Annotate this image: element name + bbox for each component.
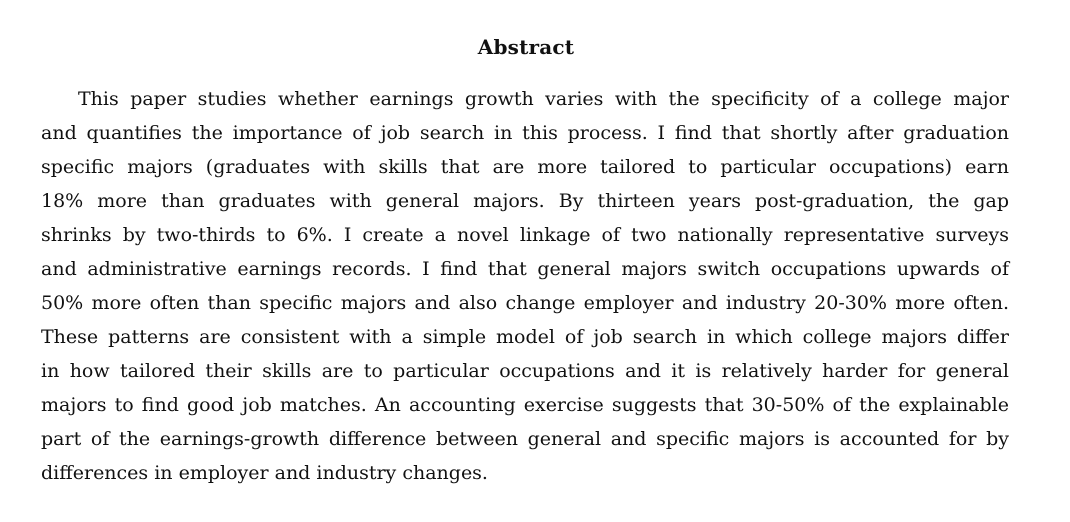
abstract-line: differences in employer and industry changes. [41,462,488,484]
abstract-line: 50% more often than specific majors and also change employer and industry 20-30% more often. [41,292,1009,314]
abstract-heading: Abstract [477,35,575,59]
abstract-body [41,82,1009,490]
abstract-line: and quantifies the importance of job search in this process. I find that shortly after graduation [41,122,1009,144]
abstract-line: specific majors (graduates with skills that are more tailored to particular occupations) earn [41,156,1009,178]
abstract-line: majors to find good job matches. An accounting exercise suggests that 30-50% of the explainable [41,394,1009,416]
abstract-line: part of the earnings-growth difference between general and specific majors is accounted for by [41,428,1009,450]
abstract-line: These patterns are consistent with a simple model of job search in which college majors differ [41,326,1009,348]
abstract-line: 18% more than graduates with general majors. By thirteen years post-graduation, the gap [41,190,1009,212]
abstract-line: This paper studies whether earnings growth varies with the specificity of a college major [78,88,1009,110]
abstract-line: shrinks by two-thirds to 6%. I create a novel linkage of two nationally representative surveys [41,224,1009,246]
abstract-line: in how tailored their skills are to particular occupations and it is relatively harder for general [41,360,1009,382]
abstract-line: and administrative earnings records. I find that general majors switch occupations upwards of [41,258,1009,280]
